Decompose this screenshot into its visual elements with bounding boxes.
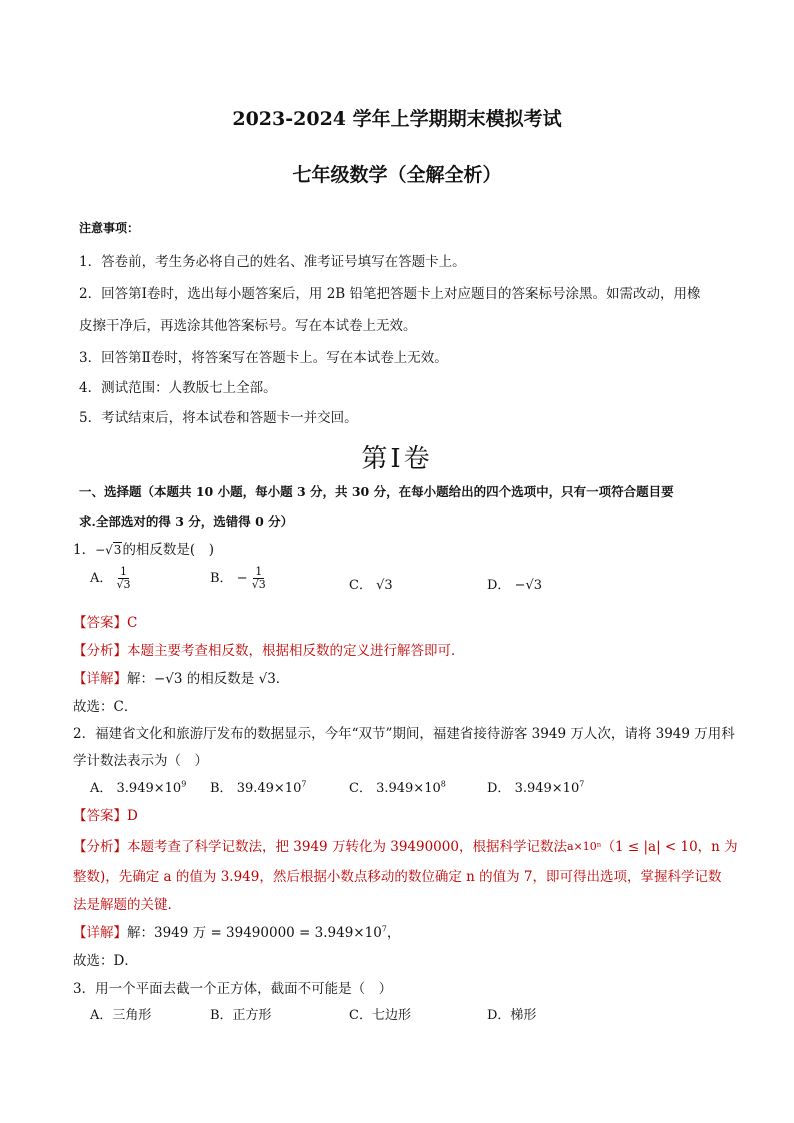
question-2-line-2: 学计数法表示为（ ） [73, 753, 208, 769]
q1-option-a: A． $\frac{1}{√3}$ [90, 565, 131, 592]
q1-answer: 【答案】C [73, 615, 138, 631]
section-intro-line-2: 求.全部选对的得 3 分，选错得 0 分） [79, 514, 294, 529]
q2-answer: 【答案】D [73, 808, 138, 824]
q2-analysis-line-1: 【分析】本题考查了科学记数法，把 3949 万转化为 39490000，根据科学记数法 a×10ⁿ （1 ≤ |a| < 10，n 为 [73, 839, 738, 855]
q2-option-b: B． $39.49\times 10^7$ [210, 779, 307, 796]
notice-item-4: 4．测试范围：人教版七上全部。 [79, 380, 277, 396]
q1-option-b: B． − $\frac{1}{√3}$ [210, 565, 266, 592]
notice-item-2: 2．回答第Ⅰ卷时，选出每小题答案后，用 2B 铅笔把答题卡上对应题目的答案标号涂黑。如需改动，用橡 [79, 286, 701, 302]
q3-option-d: D．梯形 [487, 1008, 537, 1023]
q2-detail: 【详解】解：3949 万 = $39490000 = 3.949\times 10^7$， [73, 924, 401, 941]
q2-option-d: D． $3.949\times 10^7$ [487, 779, 585, 796]
section-intro-line-1: 一、选择题（本题共 10 小题，每小题 3 分，共 30 分，在每小题给出的四个选项中，只有一项符合题目要 [79, 484, 674, 499]
q2-analysis-line-3: 法是解题的关键． [73, 897, 181, 913]
q1-option-c: C． √3 [349, 578, 393, 593]
q3-option-b: B．正方形 [210, 1008, 272, 1023]
exam-title: 2023-2024 学年上学期期末模拟考试 [232, 108, 562, 130]
q1-expression: −√3 [95, 543, 122, 557]
q2-analysis-line-2: 整数)，先确定 a 的值为 3.949，然后根据小数点移动的数位确定 n 的值为 7，即可得出选项，掌握科学记数 [73, 869, 722, 885]
q2-choice: 故选：D． [73, 953, 138, 969]
question-1: 1．−√3的相反数是( ) [73, 542, 214, 558]
q2-option-a: A． $3.949\times 10^9$ [90, 779, 187, 796]
q2-analysis-formula: a×10ⁿ [566, 840, 602, 854]
notice-item-2-cont: 皮擦干净后，再选涂其他答案标号。写在本试卷上无效。 [79, 318, 417, 334]
notice-heading: 注意事项： [79, 221, 140, 235]
exam-subtitle: 七年级数学（全解全析） [292, 164, 502, 186]
notice-item-3: 3．回答第Ⅱ卷时，将答案写在答题卡上。写在本试卷上无效。 [79, 350, 448, 366]
question-2-line-1: 2．福建省文化和旅游厅发布的数据显示，今年“双节”期间，福建省接待游客 3949 万人次，请将 3949 万用科 [73, 726, 735, 742]
question-3: 3．用一个平面去截一个正方体，截面不可能是（ ） [73, 981, 393, 997]
q1-choice: 故选：C． [73, 699, 138, 715]
notice-item-5: 5．考试结束后，将本试卷和答题卡一并交回。 [79, 410, 358, 426]
q1-detail: 【详解】解：−√3 的相反数是 √3． [73, 671, 290, 687]
q3-option-c: C．七边形 [349, 1008, 411, 1023]
volume-heading: 第Ⅰ卷 [361, 444, 433, 474]
q1-analysis: 【分析】本题主要考查相反数，根据相反数的定义进行解答即可． [73, 643, 465, 659]
q2-option-c: C． $3.949\times 10^8$ [349, 779, 446, 796]
q3-option-a: A．三角形 [90, 1008, 152, 1023]
q1-option-d: D． −√3 [487, 578, 543, 593]
notice-item-1: 1．答卷前，考生务必将自己的姓名、准考证号填写在答题卡上。 [79, 254, 466, 270]
